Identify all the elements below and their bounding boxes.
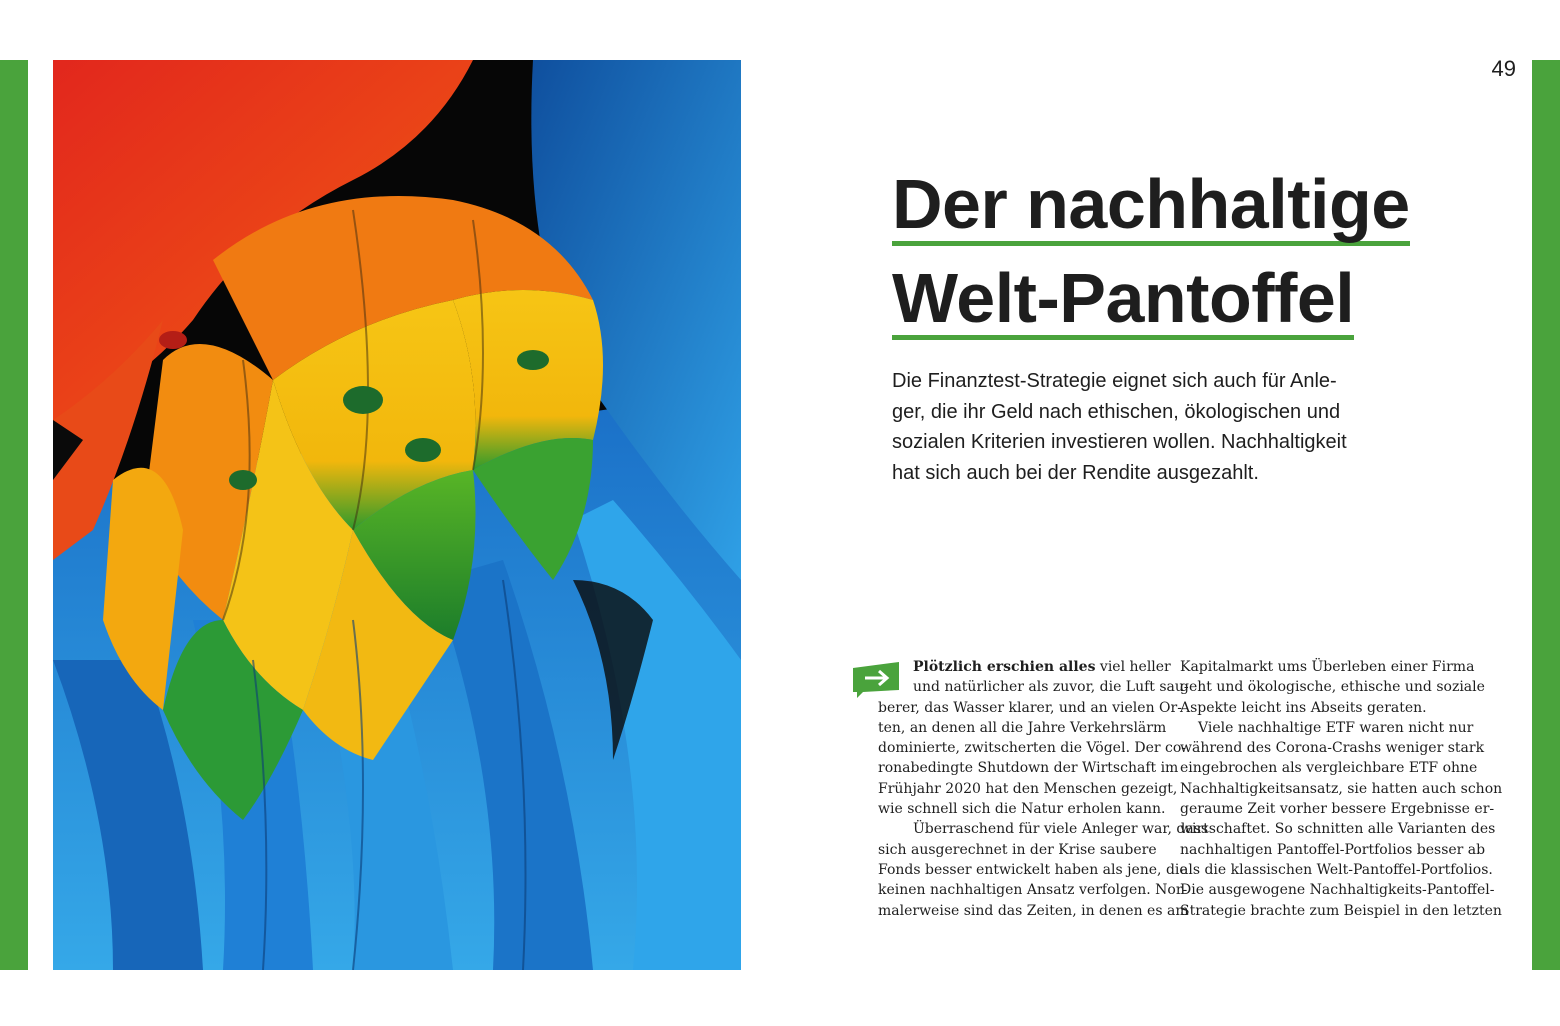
intro-line: Die Finanztest-Strategie eignet sich auch für Anle- xyxy=(892,370,1337,392)
body-line: Strategie brachte zum Beispiel in den letzten xyxy=(1180,902,1502,919)
body-line: geht und ökologische, ethische und soziale xyxy=(1180,679,1485,696)
body-line: Aspekte leicht ins Abseits geraten. xyxy=(1180,699,1427,716)
lead-bold-text: Plötzlich erschien alles xyxy=(913,659,1096,675)
body-line-lead xyxy=(878,657,1171,677)
body-line: malerweise sind das Zeiten, in denen es am xyxy=(878,902,1189,919)
body-line: sich ausgerechnet in der Krise saubere xyxy=(878,841,1157,858)
body-column-2 xyxy=(1180,657,1503,921)
lead-rest-text: viel heller xyxy=(1095,659,1171,675)
right-green-bar xyxy=(1532,60,1560,970)
body-line: wie schnell sich die Natur erholen kann. xyxy=(878,801,1166,818)
body-line: während des Corona-Crashs weniger stark xyxy=(1180,740,1485,757)
page-number: 49 xyxy=(1491,56,1516,81)
body-line: ten, an denen all die Jahre Verkehrslärm xyxy=(878,719,1167,736)
body-line: nachhaltigen Pantoffel-Portfolios besser ab xyxy=(1180,841,1486,858)
body-line: Nachhaltigkeitsansatz, sie hatten auch schon xyxy=(1180,780,1503,797)
body-line: Kapitalmarkt ums Überleben einer Firma xyxy=(1180,659,1475,675)
intro-line: ger, die ihr Geld nach ethischen, ökologischen und xyxy=(892,400,1341,423)
intro-paragraph xyxy=(892,366,1412,488)
title-line-1: Der nachhaltige xyxy=(892,167,1410,246)
body-line: dominierte, zwitscherten die Vögel. Der co- xyxy=(878,740,1186,757)
body-line: eingebrochen als vergleichbare ETF ohne xyxy=(1180,760,1478,777)
title-line-2: Welt-Pantoffel xyxy=(892,261,1354,340)
body-column-1 xyxy=(878,657,1209,921)
body-line: wirtschaftet. So schnitten alle Varianten des xyxy=(1180,821,1496,838)
body-line: geraume Zeit vorher bessere Ergebnisse er- xyxy=(1180,801,1495,818)
article-title xyxy=(892,162,1410,350)
left-green-bar xyxy=(0,60,28,970)
body-line: Überraschend für viele Anleger war, dass xyxy=(913,821,1209,838)
intro-line: sozialen Kriterien investieren wollen. Nachhaltigkeit xyxy=(892,431,1347,453)
body-line: berer, das Wasser klarer, und an vielen Or- xyxy=(878,699,1182,716)
body-line: Frühjahr 2020 hat den Menschen gezeigt, xyxy=(878,780,1178,797)
body-line: ronabedingte Shutdown der Wirtschaft im xyxy=(878,760,1179,777)
body-line: Die ausgewogene Nachhaltigkeits-Pantoffel- xyxy=(1180,882,1495,899)
body-line: keinen nachhaltigen Ansatz verfolgen. Nor- xyxy=(878,882,1188,899)
body-line: Fonds besser entwickelt haben als jene, die xyxy=(878,861,1188,878)
body-line: und natürlicher als zuvor, die Luft sau- xyxy=(913,679,1189,696)
body-line: als die klassischen Welt-Pantoffel-Portfolios. xyxy=(1180,861,1493,878)
parrot-feathers-photo xyxy=(53,60,741,970)
intro-line: hat sich auch bei der Rendite ausgezahlt. xyxy=(892,461,1259,484)
body-line: Viele nachhaltige ETF waren nicht nur xyxy=(1198,719,1474,736)
